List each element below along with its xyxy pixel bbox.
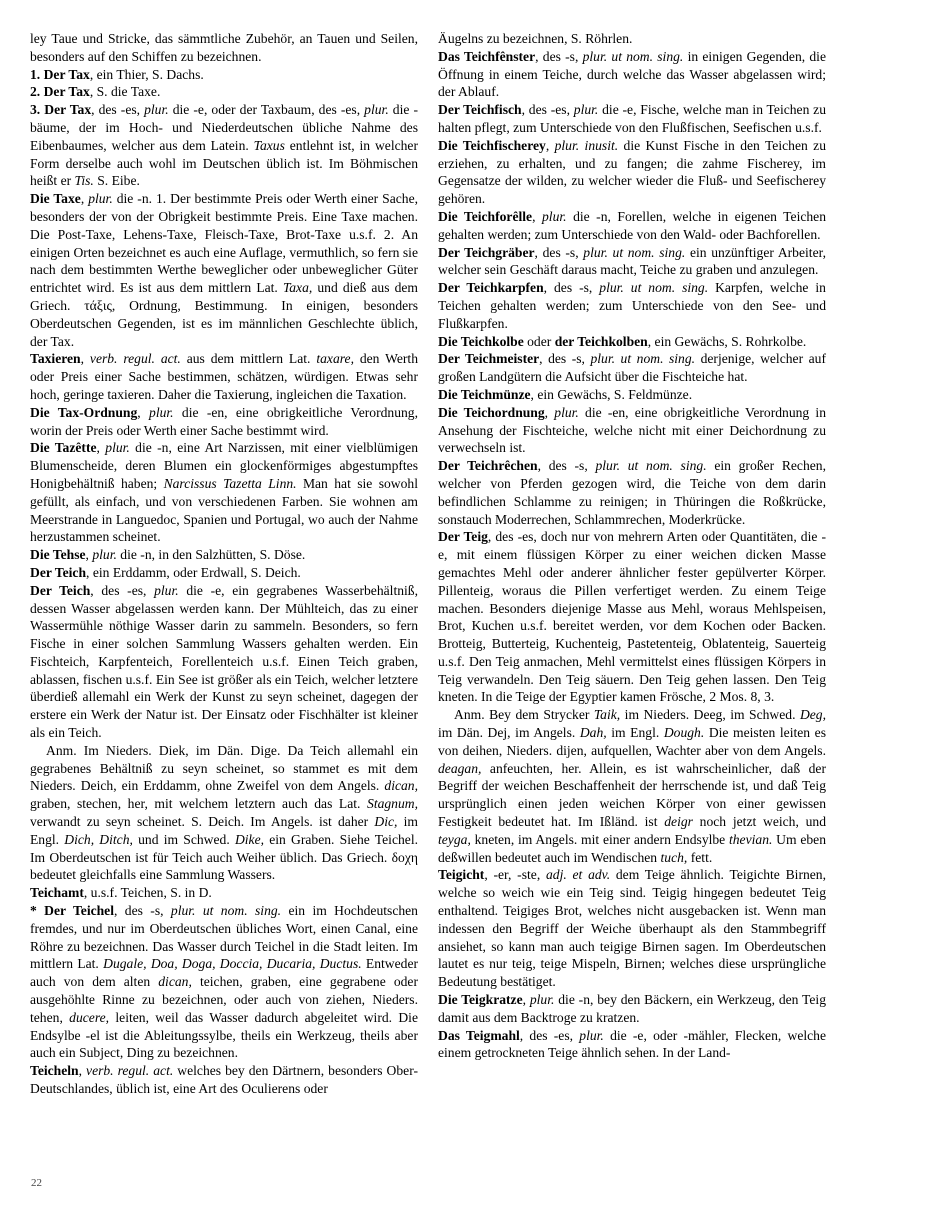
entry-headword: Die Tax-Ordnung xyxy=(30,404,138,420)
entry-text: , xyxy=(544,404,555,420)
entry-text: die Kunst Fische in den Teichen zu erziehen, zu erhalten, und zu fangen; die zahme Fischerey, im Gegensatze der wilden, zu welcher wieder die Fluß- und Seefischerey gehören. xyxy=(438,137,826,207)
left-entry xyxy=(30,101,418,190)
entry-italic: plur. xyxy=(149,404,174,420)
entry-text: , -er, -ste, xyxy=(484,867,546,883)
entry-headword: Der Teig xyxy=(438,529,488,545)
entry-italic: plur. xyxy=(573,102,599,118)
entry-text: , xyxy=(137,404,150,420)
entry-headword: Die Teigkratze xyxy=(438,992,523,1008)
entry-italic: plur. ut nom. sing. xyxy=(170,903,282,919)
left-entry xyxy=(30,350,418,403)
right-entry xyxy=(438,333,826,351)
entry-italic: Taxus xyxy=(253,137,285,153)
left-entry xyxy=(30,582,418,742)
right-entry xyxy=(438,457,826,528)
right-entry xyxy=(438,279,826,332)
entry-text: Entweder auch von dem alten xyxy=(30,956,419,990)
entry-text: S. Eibe. xyxy=(93,173,140,189)
entry-text: dem Teige ähnlich. Teigichte Birnen, welche so weich wie ein Teig sind. Teigig hingegen bedeutet Teig enthaltend. Teigiges Brot, welches nicht ausgebacken ist. Wenn man indessen den Begriff der Weiche überhaupt als den Stammbegriff ansiehet, so kann man auch teigige Birnen sagen. Im Oberdeutschen lautet es nur teig, teige Mispeln, Birnen; welches diese ursprüngliche Bedeutung bestätiget. xyxy=(438,867,826,990)
entry-text: die -e, Fische, welche man in Teichen zu halten pflegt, zum Unterschiede von den Flußfischen, Seefischen u.s.f. xyxy=(438,102,827,135)
entry-headword: Der Teichkarpfen xyxy=(438,280,544,296)
right-entry xyxy=(438,101,826,137)
entry-text: , des -s, xyxy=(537,458,596,474)
entry-italic: Deg, xyxy=(799,707,826,723)
entry-text: , des -s, xyxy=(539,351,591,367)
entry-text: die -n. 1. Der bestimmte Preis oder Werth einer Sache, besonders der von der Obrigkeit bestimmte Preis. Eine Taxe machen. Die Post-Taxe, Lehens-Taxe, Fleisch-Taxe, Brot-Taxe u.s.f. 2. An einigen Orten bezeichnet es auch eine Auflage, vermuthlich, so fern sie nach dem bestimmten Werthe beweglicher oder unbeweglicher Güter entrichtet wird. Es ist aus dem mittlern Lat. xyxy=(30,191,419,296)
left-entry xyxy=(30,1062,418,1098)
left-column xyxy=(30,30,418,1098)
entry-headword: Teichamt xyxy=(30,885,84,901)
left-entry xyxy=(30,404,418,440)
entry-text: kneten, im Angels. mit einer andern Endsylbe xyxy=(470,831,729,847)
entry-text: , ein Erddamm, oder Erdwall, S. Deich. xyxy=(86,564,301,580)
entry-headword: Teicheln xyxy=(30,1063,79,1079)
entry-italic: Dugale, Doa, Doga, Doccia, Ducaria, Ductus. xyxy=(103,956,362,972)
entry-text: die -n, eine Art Narzissen, mit einer vielblümigen Blumenscheide, deren Blumen ein glockenförmiges abgestumpftes Honigbehältniß haben; xyxy=(30,440,418,491)
entry-text: und im Schwed. xyxy=(132,831,235,847)
entry-italic: plur. xyxy=(529,992,555,1008)
entry-text: welches bey den Därtnern, besonders Ober-Deutschlandes, üblich ist, eine Art des Oculierens oder xyxy=(30,1063,418,1097)
entry-text: die -bäume, der im Hoch- und Niederdeutschen übliche Nahme des Eibenbaumes, welcher aus dem Latein. xyxy=(30,102,418,153)
entry-text: Anm. Bey dem Strycker xyxy=(454,707,594,723)
entry-text: Um eben deßwillen bedeutet auch im Wendischen xyxy=(438,831,826,865)
entry-headword: Die Teichordnung xyxy=(438,404,545,420)
entry-italic: plur. xyxy=(542,208,567,224)
entry-italic: plur. ut nom. sing. xyxy=(595,458,707,474)
right-entry xyxy=(438,244,826,280)
right-entry xyxy=(438,528,826,706)
entry-text: derjenige, welcher auf großen Landgütern die Aufsicht über die Fischteiche hat. xyxy=(438,351,826,385)
entry-text: , des -s, xyxy=(543,280,600,296)
entry-italic: teyga, xyxy=(438,831,471,847)
right-entry xyxy=(438,386,826,404)
entry-text: , ein Gewächs, S. Rohrkolbe. xyxy=(647,333,807,349)
entry-text: , ein Thier, S. Dachs. xyxy=(89,66,204,82)
left-entry xyxy=(30,439,418,546)
entry-italic: verb. regul. act. xyxy=(89,351,181,367)
entry-italic: adj. et adv. xyxy=(545,867,611,883)
entry-text: entlehnt ist, in welcher Form derselbe auch wohl im Deutschen üblich ist. Im Böhmischen heißt er xyxy=(30,137,418,189)
entry-italic: Taxa, xyxy=(282,280,313,296)
entry-italic: verb. regul. act. xyxy=(86,1063,174,1079)
entry-italic: Dah, xyxy=(579,725,607,741)
entry-text: Anm. Im Nieders. Diek, im Dän. Dige. Da Teich allemahl ein gegrabenes Behältniß zu seyn scheinet, so stammet es mit dem Nieders. Deich, ein Erddamm, ohne Zweifel von dem Angels. xyxy=(30,742,418,794)
entry-text: die -e, oder -mähler, Flecken, welche einem getrockneten Teige ähnlich sehen. In der Land- xyxy=(438,1027,826,1061)
entry-italic: plur. xyxy=(144,102,169,118)
entry-text: , S. die Taxe. xyxy=(89,84,161,100)
entry-italic: Dough. xyxy=(663,725,705,741)
entry-text: , des -s, xyxy=(534,244,584,260)
entry-text: im Engl. xyxy=(30,814,419,847)
right-entry xyxy=(438,30,826,48)
left-entry xyxy=(30,30,418,66)
entry-text: die -n, in den Salzhütten, S. Döse. xyxy=(116,547,306,563)
right-entry xyxy=(438,137,826,208)
entry-italic: plur. xyxy=(364,102,389,118)
entry-text: , des -s, xyxy=(535,48,583,64)
entry-headword: 1. Der Tax xyxy=(30,66,90,82)
entry-text: , xyxy=(85,547,93,563)
entry-headword: Der Teichfisch xyxy=(438,102,522,118)
entry-text: verwandt zu seyn scheinet. S. Deich. Im Angels. ist daher xyxy=(30,814,375,830)
entry-headword: 3. Der Tax xyxy=(30,102,92,118)
entry-text: die -e, ein gegrabenes Wasserbehältniß, dessen Wasser abgelassen werden kann. Der Mühlteich, das zu einer Wassermühle nöthige Wasser darin zu sammeln. Besonders, so fern Fische in einer solchen Sammlung Wassers gehalten werden. Ein Fischteich, Karpfenteich, Forellenteich u.s.f. Einen Teich graben, ablassen, fischen u.s.f. Ein See ist größer als ein Teich, welcher letztere überdieß allemahl ein Werk der Kunst zu seyn scheinet, dagegen der erstere ein Werk der Natur ist. Der Einsatz oder Fischhälter ist kleiner als ein Teich. xyxy=(30,582,418,741)
entry-italic: dican, xyxy=(158,974,192,990)
entry-italic: dican, xyxy=(384,778,418,794)
right-entry xyxy=(438,350,826,386)
entry-italic: Dike, xyxy=(234,831,264,847)
entry-text: , des -s, xyxy=(114,903,171,919)
entry-headword: 2. Der Tax xyxy=(30,84,90,100)
left-entry xyxy=(30,66,418,84)
entry-headword: Die Teichfischerey xyxy=(438,137,546,153)
entry-text: , xyxy=(80,351,90,367)
entry-text: , xyxy=(96,440,106,456)
entry-text: und dieß aus dem Griech. τάξις, Ordnung, Bestimmung. In einigen, besonders Oberdeutschen Gegenden, ist es im männlichen Geschlechte üblich, der Tax. xyxy=(30,280,418,349)
entry-headword: Die Taxe xyxy=(30,191,81,207)
entry-headword: Der Teichgräber xyxy=(438,244,535,260)
entry-text: , des -es, xyxy=(521,102,574,118)
entry-text: teichen, graben, eine gegrabene oder ausgehöhlte Rinne zu bezeichnen, oder auch von ziehen, Nieders. tehen, xyxy=(30,974,418,1025)
entry-text: Man hat sie sowohl gefüllt, als einfach, und von verschiedenen Farben. Sie wohnen am Meerstrande in Languedoc, Spanien und Portugal, wo auch der Nahme herzustammen scheinet. xyxy=(30,475,418,545)
entry-text: die -en, eine obrigkeitliche Verordnung, worin der Preis oder Werth einer Sache bestimmt wird. xyxy=(30,404,418,438)
entry-headword: Die Teichmünze xyxy=(438,386,531,402)
entry-text: ley Taue und Stricke, das sämmtliche Zubehör, an Tauen und Seilen, besonders auf den Schiffen zu bezeichnen. xyxy=(30,31,418,64)
entry-italic: deagan, xyxy=(438,760,482,776)
left-entry xyxy=(30,83,418,101)
entry-headword: Teigicht xyxy=(438,867,485,883)
entry-text: , xyxy=(522,992,530,1008)
entry-italic: plur. xyxy=(554,404,579,420)
entry-italic: plur. ut nom. sing. xyxy=(582,48,684,64)
right-entry xyxy=(438,208,826,244)
left-entry xyxy=(30,742,418,884)
entry-headword: Taxieren xyxy=(30,351,81,367)
entry-text: in einigen Gegenden, die Öffnung in einem Teiche, durch welche das Wasser abgelassen wird; der Ablauf. xyxy=(438,48,826,100)
entry-text: , xyxy=(78,1063,87,1079)
entry-italic: Dic, xyxy=(374,814,398,830)
entry-text: , des -es, xyxy=(91,102,145,118)
entry-headword: Das Teichfênster xyxy=(438,48,536,64)
entry-italic: plur. ut nom. sing. xyxy=(599,280,709,296)
entry-text: , des -es, xyxy=(90,582,155,598)
entry-text: , xyxy=(80,191,89,207)
entry-text: aus dem mittlern Lat. xyxy=(180,351,317,367)
entry-italic: plur. inusit. xyxy=(554,137,619,153)
entry-headword: * Der Teichel xyxy=(30,903,114,919)
entry-italic: tuch, xyxy=(660,849,688,865)
left-entry xyxy=(30,546,418,564)
entry-text: ein im Hochdeutschen fremdes, und nur im Oberdeutschen übliches Wort, einen Canal, eine Röhre zu bezeichnen. Das Wasser durch Teichel in die Stadt leiten. Im mittlern Lat. xyxy=(30,903,418,972)
entry-italic: plur. ut nom. sing. xyxy=(583,244,686,260)
entry-headword: der Teichkolben xyxy=(554,333,648,349)
right-entry xyxy=(438,706,826,866)
entry-italic: plur. xyxy=(88,191,113,207)
entry-text: ein großer Rechen, welcher von Pferden gezogen wird, die Teiche von dem darin befindlichen Schlamme zu reinigen; in Thüringen die Roßkrücke, sonstauch Moderrechen, Schlammrechen, Moderkrücke. xyxy=(438,458,826,527)
entry-italic: ducere, xyxy=(69,1009,110,1025)
entry-headword: Die Tazêtte xyxy=(30,440,97,456)
entry-headword: Der Teichrêchen xyxy=(438,458,538,474)
right-column xyxy=(438,30,826,1062)
entry-italic: Dich, Ditch, xyxy=(64,831,133,847)
entry-italic: Taik, xyxy=(593,707,621,723)
entry-headword: Die Teichkolbe xyxy=(438,333,524,349)
entry-text: , xyxy=(532,208,542,224)
entry-text: im Engl. xyxy=(606,725,664,741)
entry-text: Karpfen, welche in Teichen gehalten werden; zum Unterschiede von den See- und Flußkarpfen. xyxy=(438,280,826,331)
entry-italic: Narcissus Tazetta Linn. xyxy=(163,475,297,491)
entry-italic: plur. ut nom. sing. xyxy=(590,351,696,367)
entry-text: die -en, eine obrigkeitliche Verordnung in Ansehung der Fischteiche, welche nicht mit einer Deichordnung zu verwechseln ist. xyxy=(438,404,826,456)
entry-text: , des -es, xyxy=(519,1027,580,1043)
entry-headword: Der Teich xyxy=(30,582,91,598)
right-entry xyxy=(438,48,826,101)
entry-text: im Dän. Dej, im Angels. xyxy=(438,725,580,741)
entry-text: ein unzünftiger Arbeiter, welcher sein Geschäft daraus macht, Teiche zu graben und anzulegen. xyxy=(438,244,826,278)
left-entry xyxy=(30,190,418,350)
entry-italic: plur. xyxy=(154,582,179,598)
entry-text: ein Graben. Siehe Teichel. Im Oberdeutschen ist für Teich auch Weiher üblich. Das Griech. δοχη bedeutet gleichfalls eine Sammlung Wassers. xyxy=(30,831,418,883)
entry-text: oder xyxy=(523,333,555,349)
right-entry xyxy=(438,866,826,991)
entry-text: , xyxy=(545,137,555,153)
entry-italic: deigr xyxy=(664,814,693,830)
entry-italic: plur. xyxy=(105,440,130,456)
entry-text: noch jetzt weich, und xyxy=(692,814,826,830)
entry-headword: Die Tehse xyxy=(30,547,86,563)
right-entry xyxy=(438,404,826,457)
right-entry xyxy=(438,991,826,1027)
left-entry xyxy=(30,902,418,1062)
entry-italic: Stagnum, xyxy=(367,796,418,812)
left-entry xyxy=(30,884,418,902)
entry-italic: thevian. xyxy=(728,831,773,847)
entry-text: , ein Gewächs, S. Feldmünze. xyxy=(530,386,693,402)
entry-text: die -n, bey den Bäckern, ein Werkzeug, den Teig damit aus dem Backtroge zu kratzen. xyxy=(438,992,827,1025)
right-entry xyxy=(438,1027,826,1063)
entry-headword: Das Teigmahl xyxy=(438,1027,520,1043)
entry-text: fett. xyxy=(687,849,713,865)
entry-text: leiten, weil das Wasser dadurch abgeleitet wird. Die Endsylbe -el ist die Ableitungssylbe, theils ein Werkzeug, theils aber auch ein Subject, Ding zu bezeichnen. xyxy=(30,1009,418,1061)
entry-text: , u.s.f. Teichen, S. in D. xyxy=(83,885,212,901)
entry-headword: Die Teichforêlle xyxy=(438,208,533,224)
entry-text: anfeuchten, her. Allein, es ist wahrscheinlicher, daß der Begriff der weichen Beschaffenheit der herrschende ist, und daß Teig ursprünglich einen jeden weichen Körper von einer gewissen Festigkeit bedeutet hat. Im Ißländ. ist xyxy=(438,760,826,830)
entry-text: Äugelns zu bezeichnen, S. Röhrlen. xyxy=(438,31,633,46)
entry-text: im Nieders. Deeg, im Schwed. xyxy=(620,707,800,723)
entry-italic: taxare, xyxy=(316,351,354,367)
entry-text: , des -es, doch nur von mehrern Arten oder Quantitäten, die -e, mit einem flüssigen Körper zu einer weichen dicken Masse gemachtes Mehl oder anderer ähnlicher fester gepülverter Körper. Pillenteig, woraus die Pillen verfertiget werden. Zu einem Teige machen. Besonders diejenige Masse aus Mehl, woraus Mehlspeisen, Brot, Kuchen u.s.f. bereitet werden, vor dem Kochen oder Backen. Brotteig, Butterteig, Kuchenteig, Pastetenteig, Oblatenteig, Sauerteig u.s.f. Den Teig anmachen, Mehl vermittelst eines flüssigen Körpers in Teig verwandeln. Den Teig säuern. Den Teig gehen lassen. Den Teig kneten. In die Teige der Egyptier kamen Frösche, 2 Mos. 8, 3. xyxy=(438,529,827,705)
entry-text: die -n, Forellen, welche in eigenen Teichen gehalten werden; zum Unterschiede von den Wald- oder Bachforellen. xyxy=(438,208,827,242)
entry-text: die -e, oder der Taxbaum, des -es, xyxy=(168,102,365,118)
entry-text: den Werth oder Preis einer Sache bestimmen, schätzen, würdigen. Etwas sehr hoch, geringe taxieren. Daher die Taxierung, ingleichen die Taxation. xyxy=(30,351,418,402)
entry-text: Die meisten leiten es von deihen, Nieders. dijen, aufquellen, Wachter aber von dem Angels. xyxy=(438,725,826,758)
entry-headword: Der Teichmeister xyxy=(438,351,540,367)
entry-text: graben, stechen, her, mit welchem letztern auch das Lat. xyxy=(30,796,368,812)
page-number: 22 xyxy=(31,1177,42,1189)
left-entry xyxy=(30,564,418,582)
entry-italic: Tis. xyxy=(74,173,94,189)
entry-italic: plur. xyxy=(579,1027,604,1043)
entry-italic: plur. xyxy=(92,547,117,563)
entry-headword: Der Teich xyxy=(30,564,87,580)
